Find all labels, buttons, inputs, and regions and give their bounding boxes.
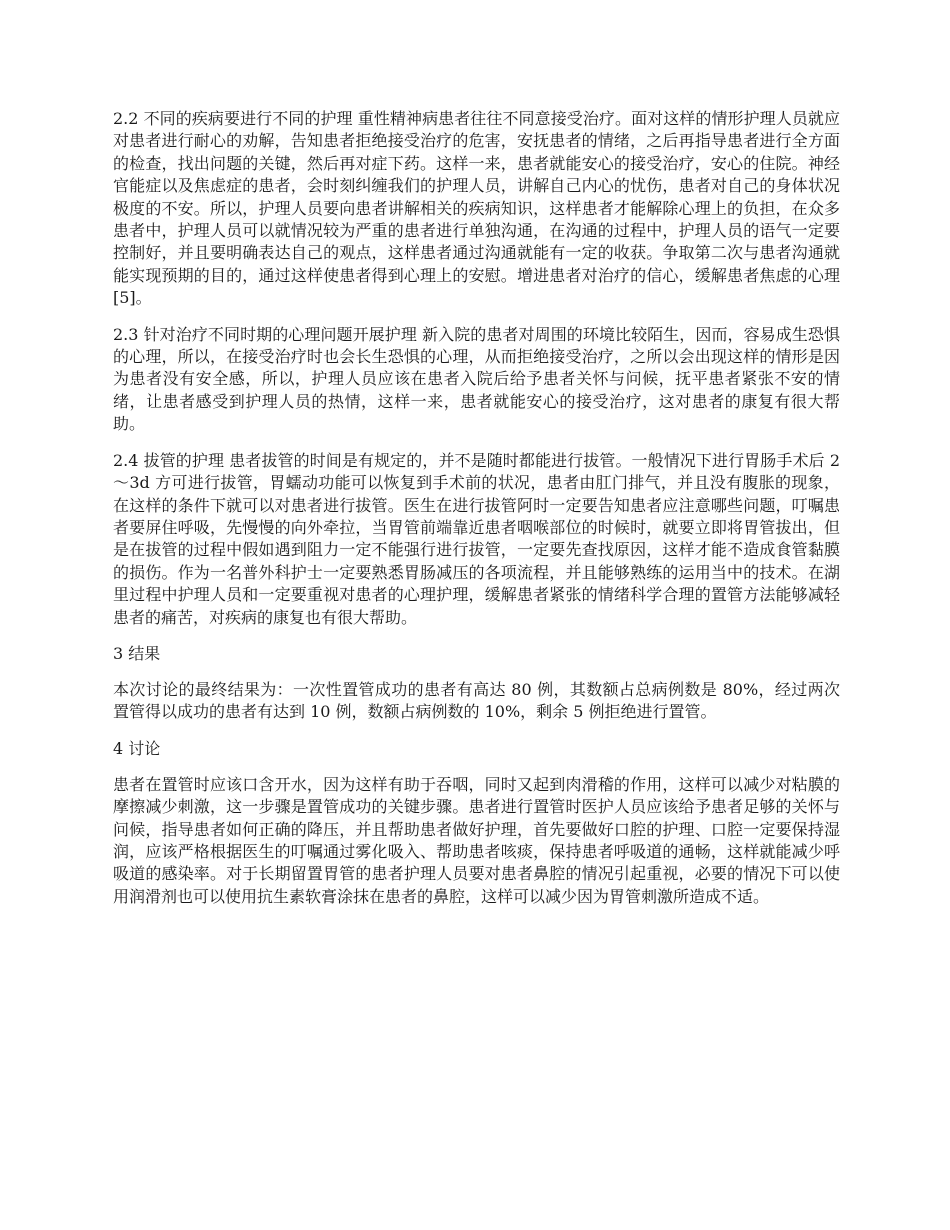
section-2-2-paragraph: 2.2 不同的疾病要进行不同的护理 重性精神病患者往往不同意接受治疗。面对这样的情形护理人员就应对患者进行耐心的劝解，告知患者拒绝接受治疗的危害，安抚患者的情绪，之后再指导患者进行全方面的检查，找出问题的关键，然后再对症下药。这样一来，患者就能安心的接受治疗，安心的住院。神经官能症以及焦虑症的患者，会时刻纠缠我们的护理人员，讲解自己内心的忧伤，患者对自己的身体状况极度的不安。所以，护理人员要向患者讲解相关的疾病知识，这样患者才能解除心理上的负担，在众多患者中，护理人员可以就情况较为严重的患者进行单独沟通，在沟通的过程中，护理人员的语气一定要控制好，并且要明确表达自己的观点，这样患者通过沟通就能有一定的收获。争取第二次与患者沟通就能实现预期的目的，通过这样使患者得到心理上的安慰。增进患者对治疗的信心，缓解患者焦虑的心理[5]。 <box>113 109 840 308</box>
document-page <box>113 108 840 922</box>
section-2-4-paragraph: 2.4 拔管的护理 患者拔管的时间是有规定的，并不是随时都能进行拔管。一般情况下进行胃肠手术后 2～3d 方可进行拔管，胃蠕动功能可以恢复到手术前的状况，患者由肛门排气，并且没有腹胀的现象，在这样的条件下就可以对患者进行拔管。医生在进行拔管阿时一定要告知患者应注意哪些问题，叮嘱患者要屏住呼吸，先慢慢的向外牵拉，当胃管前端靠近患者咽喉部位的时候时，就要立即将胃管拔出，但是在拔管的过程中假如遇到阻力一定不能强行进行拔管，一定要先查找原因，这样才能不造成食管黏膜的损伤。作为一名普外科护士一定要熟悉胃肠减压的各项流程，并且能够熟练的运用当中的技术。在湖里过程中护理人员和一定要重视对患者的心理护理，缓解患者紧张的情绪科学合理的置管方法能够减轻患者的痛苦，对疾病的康复也有很大帮助。 <box>113 450 840 627</box>
section-4-heading: 4 讨论 <box>113 738 161 758</box>
section-2-3-paragraph: 2.3 针对治疗不同时期的心理问题开展护理 新入院的患者对周围的环境比较陌生，因而，容易成生恐惧的心理，所以，在接受治疗时也会长生恐惧的心理，从而拒绝接受治疗，之所以会出现这样的情形是因为患者没有安全感，所以，护理人员应该在患者入院后给予患者关怀与问候，抚平患者紧张不安的情绪，让患者感受到护理人员的热情，这样一来，患者就能安心的接受治疗，这对患者的康复有很大帮助。 <box>113 324 840 434</box>
section-3-heading: 3 结果 <box>113 643 161 663</box>
section-3-paragraph: 本次讨论的最终结果为：一次性置管成功的患者有高达 80 例，其数额占总病例数是 80%，经过两次置管得以成功的患者有达到 10 例，数额占病例数的 10%，剩余 5 例拒绝进行置管。 <box>113 679 840 722</box>
section-4-paragraph: 患者在置管时应该口含开水，因为这样有助于吞咽，同时又起到肉滑稽的作用，这样可以减少对粘膜的摩擦减少刺激，这一步骤是置管成功的关键步骤。患者进行置管时医护人员应该给予患者足够的关怀与问候，指导患者如何正确的降压，并且帮助患者做好护理，首先要做好口腔的护理、口腔一定要保持湿润，应该严格根据医生的叮嘱通过雾化吸入、帮助患者咳痰，保持患者呼吸道的通畅，这样就能减少呼吸道的感染率。对于长期留置胃管的患者护理人员要对患者鼻腔的情况引起重视，必要的情况下可以使用润滑剂也可以使用抗生素软膏涂抹在患者的鼻腔，这样可以减少因为胃管刺激所造成不适。 <box>113 774 840 906</box>
